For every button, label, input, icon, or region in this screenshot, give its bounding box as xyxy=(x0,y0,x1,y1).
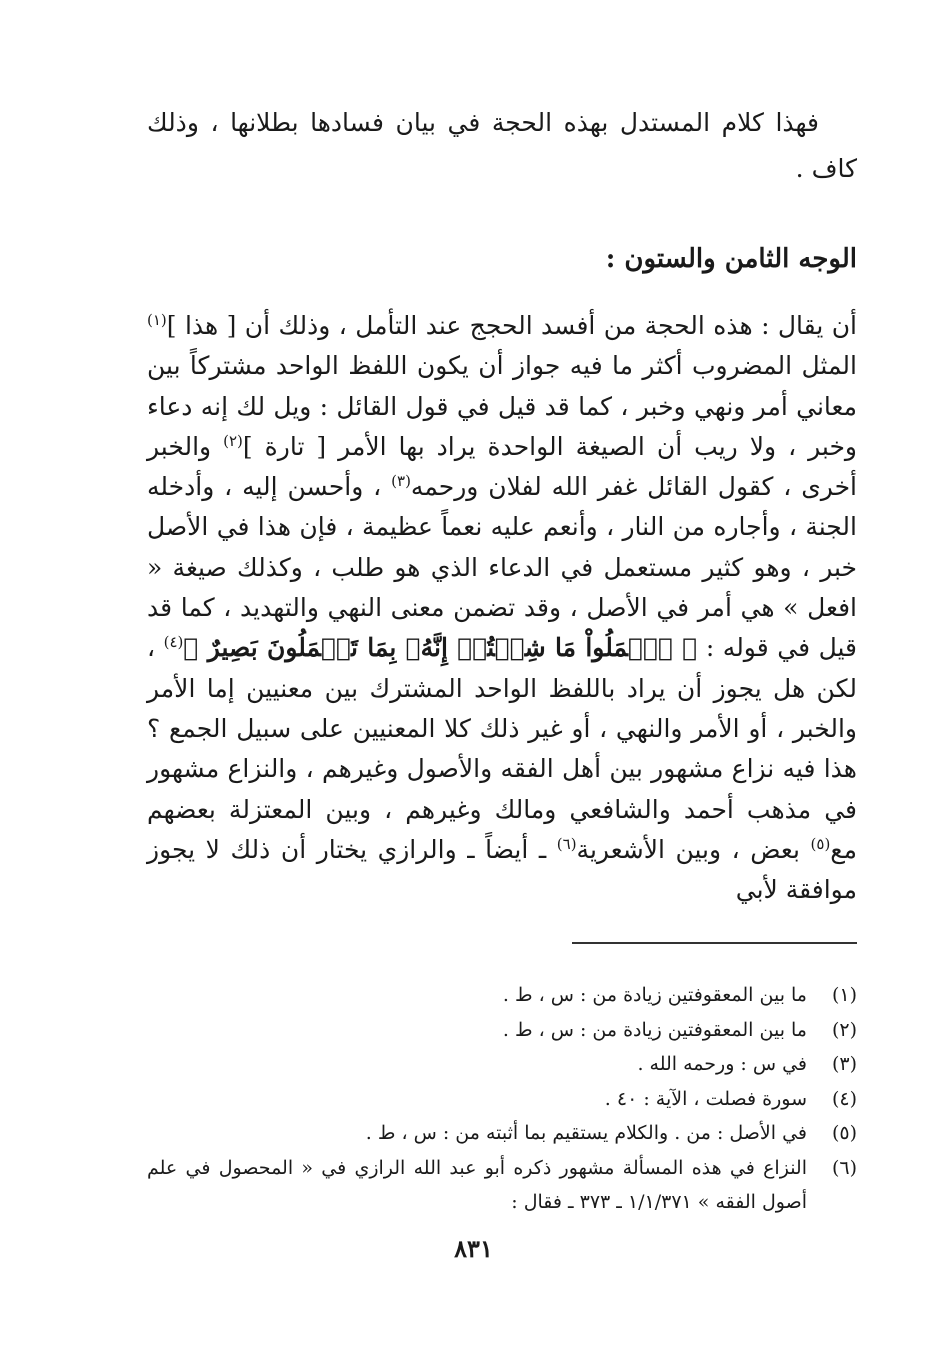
footnote-text: ما بين المعقوفتين زيادة من : س ، ط . xyxy=(502,1018,807,1041)
footnote-ref: (٣) xyxy=(391,472,411,491)
body-segment: بعض ، وبين الأشعرية xyxy=(576,834,811,864)
footnote xyxy=(147,1116,857,1151)
body-segment: أن يقال : هذه الحجة من أفسد الحجج عند التأمل ، وذلك أن [ هذا ] xyxy=(166,311,857,340)
footnote-number: (٣) xyxy=(831,1053,857,1075)
footnote xyxy=(147,1151,857,1220)
footnote-ref: (٢) xyxy=(223,431,243,450)
body-segment: ، وأحسن إليه ، وأدخله الجنة ، وأجاره من النار ، وأنعم عليه نعماً عظيمة ، فإن هذا في الأصل خبر ، وهو كثير مستعمل في الدعاء الذي هو طلب ، وكذلك صيغة « افعل » هي أمر في الأصل ، وقد تضمن معنى النهي والتهديد ، كما قد قيل في قوله : xyxy=(147,472,857,663)
footnote xyxy=(147,1047,857,1082)
body-segment: ـ أيضاً ـ والرازي يختار أن ذلك لا يجوز موافقة لأبي xyxy=(147,834,857,905)
footnote-number: (٥) xyxy=(831,1122,857,1144)
body-text xyxy=(147,306,857,910)
footnote-ref: (١) xyxy=(147,311,167,329)
footnote-text: في س : ورحمه الله . xyxy=(637,1053,807,1075)
footnote-ref: (٥) xyxy=(810,834,831,853)
footnote-text: النزاع في هذه المسألة مشهور ذكره أبو عبد الله الرازي في « المحصول في علم أصول الفقه » ١/١/٣٧١ ـ ٣٧٣ ـ فقال : xyxy=(147,1156,807,1213)
body-paragraph xyxy=(147,306,857,910)
footnote-text: في الأصل : من . والكلام يستقيم بما أثبته من : س ، ط . xyxy=(365,1122,807,1144)
footnote xyxy=(147,1013,857,1048)
footnotes-list xyxy=(147,978,857,1220)
opening-text: فهذا كلام المستدل بهذه الحجة في بيان فسادها بطلانها ، وذلك كاف . xyxy=(147,108,857,183)
body-segment: ، لكن هل يجوز أن يراد باللفظ الواحد المشترك بين معنيين إما الأمر والخبر ، أو الأمر والنهي ، أو غير ذلك كلا المعنيين على سبيل الجمع ؟ هذا فيه نزاع مشهور بين أهل الفقه والأصول وغيرهم ، والنزاع مشهور في مذهب أحمد والشافعي ومالك وغيرهم ، وبين المعتزلة بعضهم مع xyxy=(147,633,857,864)
section-heading: الوجه الثامن والستون : xyxy=(605,244,857,274)
footnote xyxy=(147,1082,857,1117)
footnote-divider xyxy=(572,942,857,944)
footnote-number: (٤) xyxy=(831,1087,857,1110)
body-segment: المثل المضروب أكثر ما فيه جواز أن يكون اللفظ الواحد مشتركاً بين معاني أمر ونهي وخبر ، كما قد قيل في قول القائل : ويل لك إنه دعاء وخبر ، ولا ريب أن الصيغة الواحدة يراد بها الأمر [ تارة ] xyxy=(147,351,857,461)
footnote-number: (١) xyxy=(831,984,857,1006)
page-number: ٨٣١ xyxy=(454,1234,493,1263)
footnote-number: (٦) xyxy=(831,1156,857,1179)
body-segment: والخبر أخرى ، كقول القائل غفر الله لفلان ورحمه xyxy=(147,431,857,502)
footnote-text: ما بين المعقوفتين زيادة من : س ، ط . xyxy=(502,984,807,1006)
quran-verse: ﴿ ٱعۡمَلُواْ مَا شِئۡتُمۡ إِنَّهُۥ بِمَا تَعۡمَلُونَ بَصِيرٌ ﴾ xyxy=(183,633,698,663)
footnote xyxy=(147,978,857,1013)
footnote-ref: (٦) xyxy=(556,834,577,853)
footnote-ref: (٤) xyxy=(163,633,184,652)
opening-paragraph xyxy=(147,100,857,192)
footnote-number: (٢) xyxy=(831,1018,857,1041)
footnote-text: سورة فصلت ، الآية : ٤٠ . xyxy=(604,1087,807,1110)
